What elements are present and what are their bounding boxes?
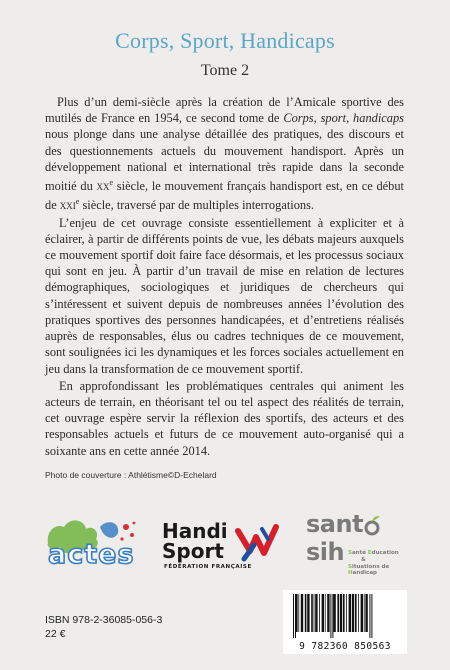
p1-part-c: siècle, le mouvement français handisport est, en ce début de	[45, 179, 404, 213]
handisport-tagline: FÉDÉRATION FRANÇAISE	[164, 564, 252, 570]
santesih-word-b: sih	[306, 538, 345, 566]
handisport-logo	[160, 515, 290, 575]
actes-logo	[42, 513, 142, 573]
book-subtitle: Tome 2	[200, 62, 250, 79]
p1-part-a: Plus d’un demi-siècle après la création de l’Amicale sportive des mutilés de France en 1954, ce second tome de	[45, 95, 404, 126]
price: 22 €	[45, 628, 66, 640]
paragraph-2: L’enjeu de cet ouvrage consiste essentiellement à expliciter et à éclairer, à partir de différents points de vue, les débats majeurs auxquels ce mouvement sportif doit faire face désormais, et les processus sociaux qui sont en jeu. À partir d’un travail de mise en relation de lectures démographiques, sociologiques et juridiques de chercheurs qui s’intéressent et suivent depuis de nombreuses années l’évolution des pratiques sportives des personnes handicapées, et d’entretiens réalisés auprès de responsables, élus ou cadres techniques de ce mouvement, sont soulignées ici les dynamiques et les forces sociales actuellement en jeu dans la transformation de ce mouvement sportif.	[45, 215, 404, 376]
isbn-number: ISBN 978-2-36085-056-3	[45, 614, 163, 626]
santesih-line-3: Situations de Handicap	[348, 564, 390, 576]
back-cover-text	[45, 94, 404, 460]
handisport-line1: Handi	[162, 519, 228, 543]
p1-century-21: xxi	[59, 198, 76, 213]
santesih-word-a: sant	[306, 510, 364, 538]
barcode	[283, 590, 407, 654]
publisher-logos	[0, 505, 450, 580]
handisport-line2: Sport	[162, 539, 224, 563]
paragraph-3: En approfondissant les problématiques centrales qui animent les acteurs de terrain, en théorisant tel ou tel aspect des réalités de terrain, cet ouvrage espère servir la réflexion des sportifs, des acteurs et des responsables actuels et futurs de ce mouvement auto-organisé qui a soixante ans en cette année 2014.	[45, 378, 404, 458]
barcode-bars	[283, 590, 407, 640]
p1-century-20-sup: e	[109, 178, 114, 188]
actes-wordmark: actes	[48, 539, 135, 570]
p1-century-20: xx	[96, 179, 110, 194]
paragraph-1	[45, 94, 404, 214]
santesih-logo	[306, 510, 416, 580]
isbn-block	[45, 613, 162, 641]
p1-book-title: Corps, sport, handicaps	[283, 111, 404, 126]
p1-century-21-sup: e	[75, 197, 80, 207]
santesih-line-2: &	[361, 557, 366, 563]
photo-credit: Photo de couverture : Athlétisme©D-Echelard	[45, 470, 217, 480]
barcode-digits: 9 782360 850563	[299, 641, 391, 652]
book-title: Corps, Sport, Handicaps	[115, 28, 335, 53]
santesih-line-1: Santé Education	[348, 550, 399, 556]
p1-part-b: nous plonge dans une analyse détaillée des pratiques, des discours et des questionnements actuels du mouvement handisport. Après un développement national et international très rapide dans la seconde moitié du	[45, 127, 404, 194]
handisport-emblem-icon	[234, 523, 280, 563]
p1-part-d: siècle, traversé par de multiples interrogations.	[79, 198, 315, 213]
